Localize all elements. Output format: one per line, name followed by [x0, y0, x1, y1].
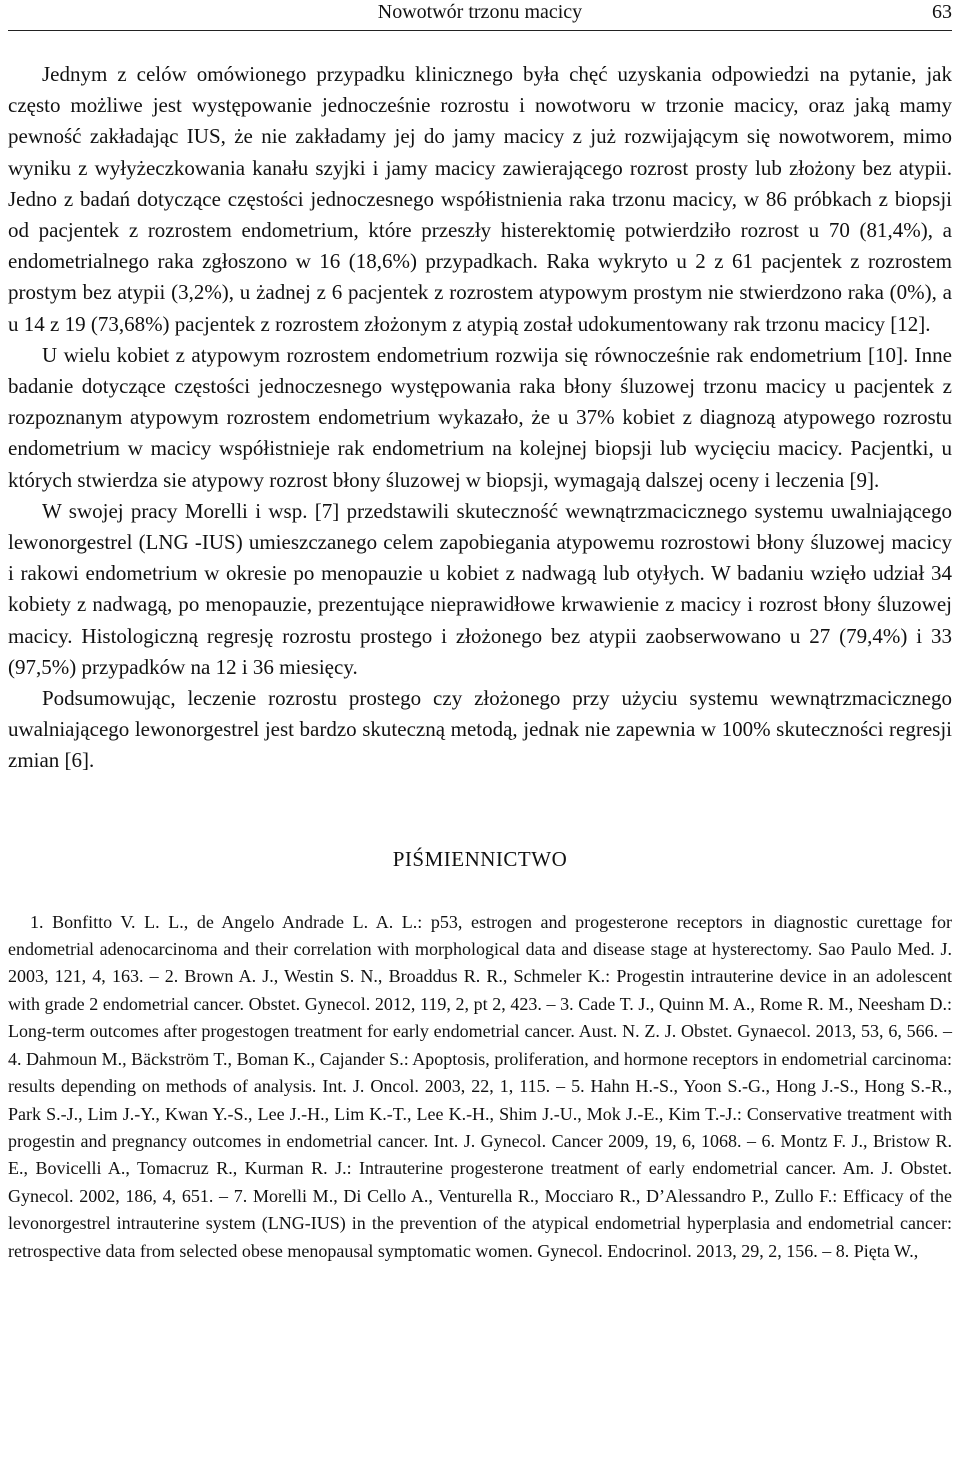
body-paragraph: Jednym z celów omówionego przypadku klinicznego była chęć uzyskania odpowiedzi na pytanie, jak często możliwe jest występowanie jednocześnie rozrostu i nowotworu w trzonie macicy, oraz jaką mamy pewność zakładając IUS, że nie zakładamy jej do jamy macicy z już rozwijającym się nowotworem, mimo wyniku z wyłyżeczkowania kanału szyjki i jamy macicy zawierającego rozrost prosty lub złożony bez atypii. Jedno z badań dotyczące częstości jednoczesnego współistnienia raka trzonu macicy, w 86 próbkach z biopsji od pacjentek z rozrostem endometrium, które przeszły histerektomię potwierdziło rozrost u 70 (81,4%), a endometrialnego raka zgłoszono w 16 (18,6%) przypadkach. Raka wykryto u 2 z 61 pacjentek z rozrostem prostym bez atypii (3,2%), u żadnej z 6 pacjentek z rozrostem atypowym prostym nie stwierdzono raka (0%), a u 14 z 19 (73,68%) pacjentek z rozrostem złożonym z atypią został udokumentowany rak trzonu macicy [12].	[8, 62, 952, 336]
document-page	[8, 0, 952, 1481]
running-header	[8, 0, 952, 31]
body-paragraph: W swojej pracy Morelli i wsp. [7] przedstawili skuteczność wewnątrzmacicznego systemu uwalniającego lewonorgestrel (LNG -IUS) umieszczanego celem zapobiegania atypowemu rozrostowi błony śluzowej macicy i rakowi endometrium w okresie po menopauzie u kobiet z nadwagą lub otyłych. W badaniu wzięło udział 34 kobiety z nadwagą, po menopauzie, prezentujące nieprawidłowe krwawienie z macicy i rozrost błony śluzowej macicy. Histologiczną regresję rozrostu prostego i złożonego bez atypii zaobserwowano u 27 (79,4%) i 33 (97,5%) przypadków na 12 i 36 miesięcy.	[8, 498, 952, 679]
references-heading: PIŚMIENNICTWO	[392, 846, 568, 871]
body-paragraph: U wielu kobiet z atypowym rozrostem endometrium rozwija się równocześnie rak endometrium [10]. Inne badanie dotyczące częstości jednoczesnego występowania raka błony śluzowej trzonu macicy u pacjentek z rozpoznanym atypowym rozrostem endometrium wykazało, że u 37% kobiet z diagnozą atypowego rozrostu endometrium w macicy współistnieje rak endometrium na kolejnej biopsji lub wycięciu macicy. Pacjentki, u których stwierdza sie atypowy rozrost błony śluzowej w biopsji, wymagają dalszej oceny i leczenia [9].	[8, 342, 952, 492]
references-list	[8, 909, 952, 1265]
running-title: Nowotwór trzonu macicy	[377, 1, 583, 23]
references-text: 1. Bonfitto V. L. L., de Angelo Andrade L. A. L.: p53, estrogen and progesterone receptors in diagnostic curettage for endometrial adenocarcinoma and their correlation with morphological data and disease stage at hysterectomy. Sao Paulo Med. J. 2003, 121, 4, 163. – 2. Brown A. J., Westin S. N., Broaddus R. R., Schmeler K.: Progestin intrauterine device in an adolescent with grade 2 endometrial cancer. Obstet. Gynecol. 2012, 119, 2, pt 2, 423. – 3. Cade T. J., Quinn M. A., Rome R. M., Neesham D.: Long-term outcomes after progestogen treatment for early endometrial cancer. Aust. N. Z. J. Obstet. Gynaecol. 2013, 53, 6, 566. – 4. Dahmoun M., Bäckström T., Boman K., Cajander S.: Apoptosis, proliferation, and hormone receptors in endometrial carcinoma: results depending on methods of analysis. Int. J. Oncol. 2003, 22, 1, 115. – 5. Hahn H.-S., Yoon S.-G., Hong J.-S., Hong S.-R., Park S.-J., Lim J.-Y., Kwan Y.-S., Lee J.-H., Lim K.-T., Lee K.-H., Shim J.-U., Mok J.-E., Kim T.-J.: Conservative treatment with progestin and pregnancy outcomes in endometrial cancer. Int. J. Gynecol. Cancer 2009, 19, 6, 1068. – 6. Montz F. J., Bristow R. E., Bovicelli A., Tomacruz R., Kurman R. J.: Intrauterine progesterone treatment of early endometrial cancer. Am. J. Obstet. Gynecol. 2002, 186, 4, 651. – 7. Morelli M., Di Cello A., Venturella R., Mocciaro R., D’Alessandro P., Zullo F.: Efficacy of the levonorgestrel intrauterine system (LNG-IUS) in the prevention of the atypical endometrial hyperplasia and endometrial cancer: retrospective data from selected obese menopausal symptomatic women. Gynecol. Endocrinol. 2013, 29, 2, 156. – 8. Pięta W.,	[8, 911, 952, 1261]
page-number: 63	[932, 1, 952, 23]
body-paragraph: Podsumowując, leczenie rozrostu prostego czy złożonego przy użyciu systemu wewnątrzmacicznego uwalniającego lewonorgestrel jest bardzo skuteczną metodą, jednak nie zapewnia w 100% skuteczności regresji zmian [6].	[8, 686, 952, 773]
body-text	[8, 59, 952, 777]
